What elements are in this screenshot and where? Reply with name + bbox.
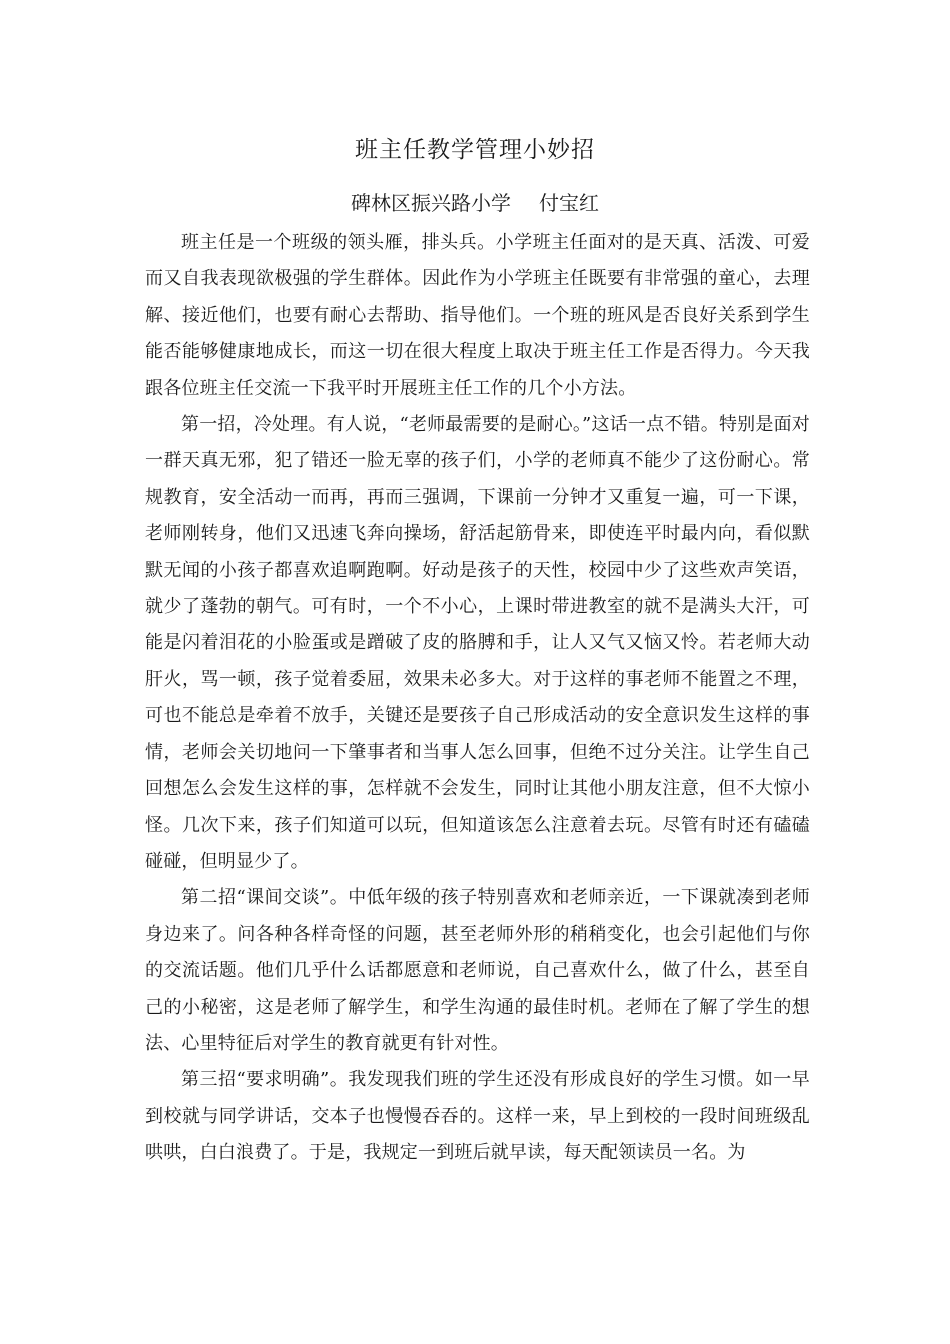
paragraph-tip-3: 第三招“要求明确”。我发现我们班的学生还没有形成良好的学生习惯。如一早到校就与同学讲话，交本子也慢慢吞吞的。这样一来，早上到校的一段时间班级乱哄哄，白白浪费了。于是，我规定一到班后就早读，每天配领读员一名。为 [145,1069,810,1164]
author-school: 碑林区振兴路小学 [351,191,511,215]
paragraph-tip-1: 第一招，冷处理。有人说，“老师最需要的是耐心。”这话一点不错。特别是面对一群天真无邪，犯了错还一脸无辜的孩子们，小学的老师真不能少了这份耐心。常规教育，安全活动一而再，再而三强调，下课前一分钟才又重复一遍，可一下课，老师刚转身，他们又迅速飞奔向操场，舒活起筋骨来，即使连平时最内向，看似默默无闻的小孩子都喜欢追啊跑啊。好动是孩子的天性，校园中少了这些欢声笑语，就少了蓬勃的朝气。可有时，一个不小心，上课时带进教室的就不是满头大汗，可能是闪着泪花的小脸蛋或是蹭破了皮的胳膊和手，让人又气又恼又怜。若老师大动肝火，骂一顿，孩子觉着委屈，效果未必多大。对于这样的事老师不能置之不理，可也不能总是牵着不放手，关键还是要孩子自己形成活动的安全意识发生这样的事情，老师会关切地问一下肇事者和当事人怎么回事，但绝不过分关注。让学生自己回想怎么会发生这样的事，怎样就不会发生，同时让其他小朋友注意，但不大惊小怪。几次下来，孩子们知道可以玩，但知道该怎么注意着去玩。尽管有时还有磕磕碰碰，但明显少了。 [145,414,810,872]
paragraph-intro: 班主任是一个班级的领头雁，排头兵。小学班主任面对的是天真、活泼、可爱而又自我表现欲极强的学生群体。因此作为小学班主任既要有非常强的童心，去理解、接近他们，也要有耐心去帮助、指导他们。一个班的班风是否良好关系到学生能否能够健康地成长，而这一切在很大程度上取决于班主任工作是否得力。今天我跟各位班主任交流一下我平时开展班主任工作的几个小方法。 [145,232,810,399]
author-name: 付宝红 [539,191,599,215]
document-body [145,225,810,1172]
paragraph-tip-2: 第二招“课间交谈”。中低年级的孩子特别喜欢和老师亲近，一下课就凑到老师身边来了。问各种各样奇怪的问题，甚至老师外形的稍稍变化，也会引起他们与你的交流话题。他们几乎什么话都愿意和老师说，自己喜欢什么，做了什么，甚至自己的小秘密，这是老师了解学生，和学生沟通的最佳时机。老师在了解了学生的想法、心里特征后对学生的教育就更有针对性。 [145,887,810,1054]
author-line [0,186,950,220]
document-title: 班主任教学管理小妙招 [355,137,595,163]
